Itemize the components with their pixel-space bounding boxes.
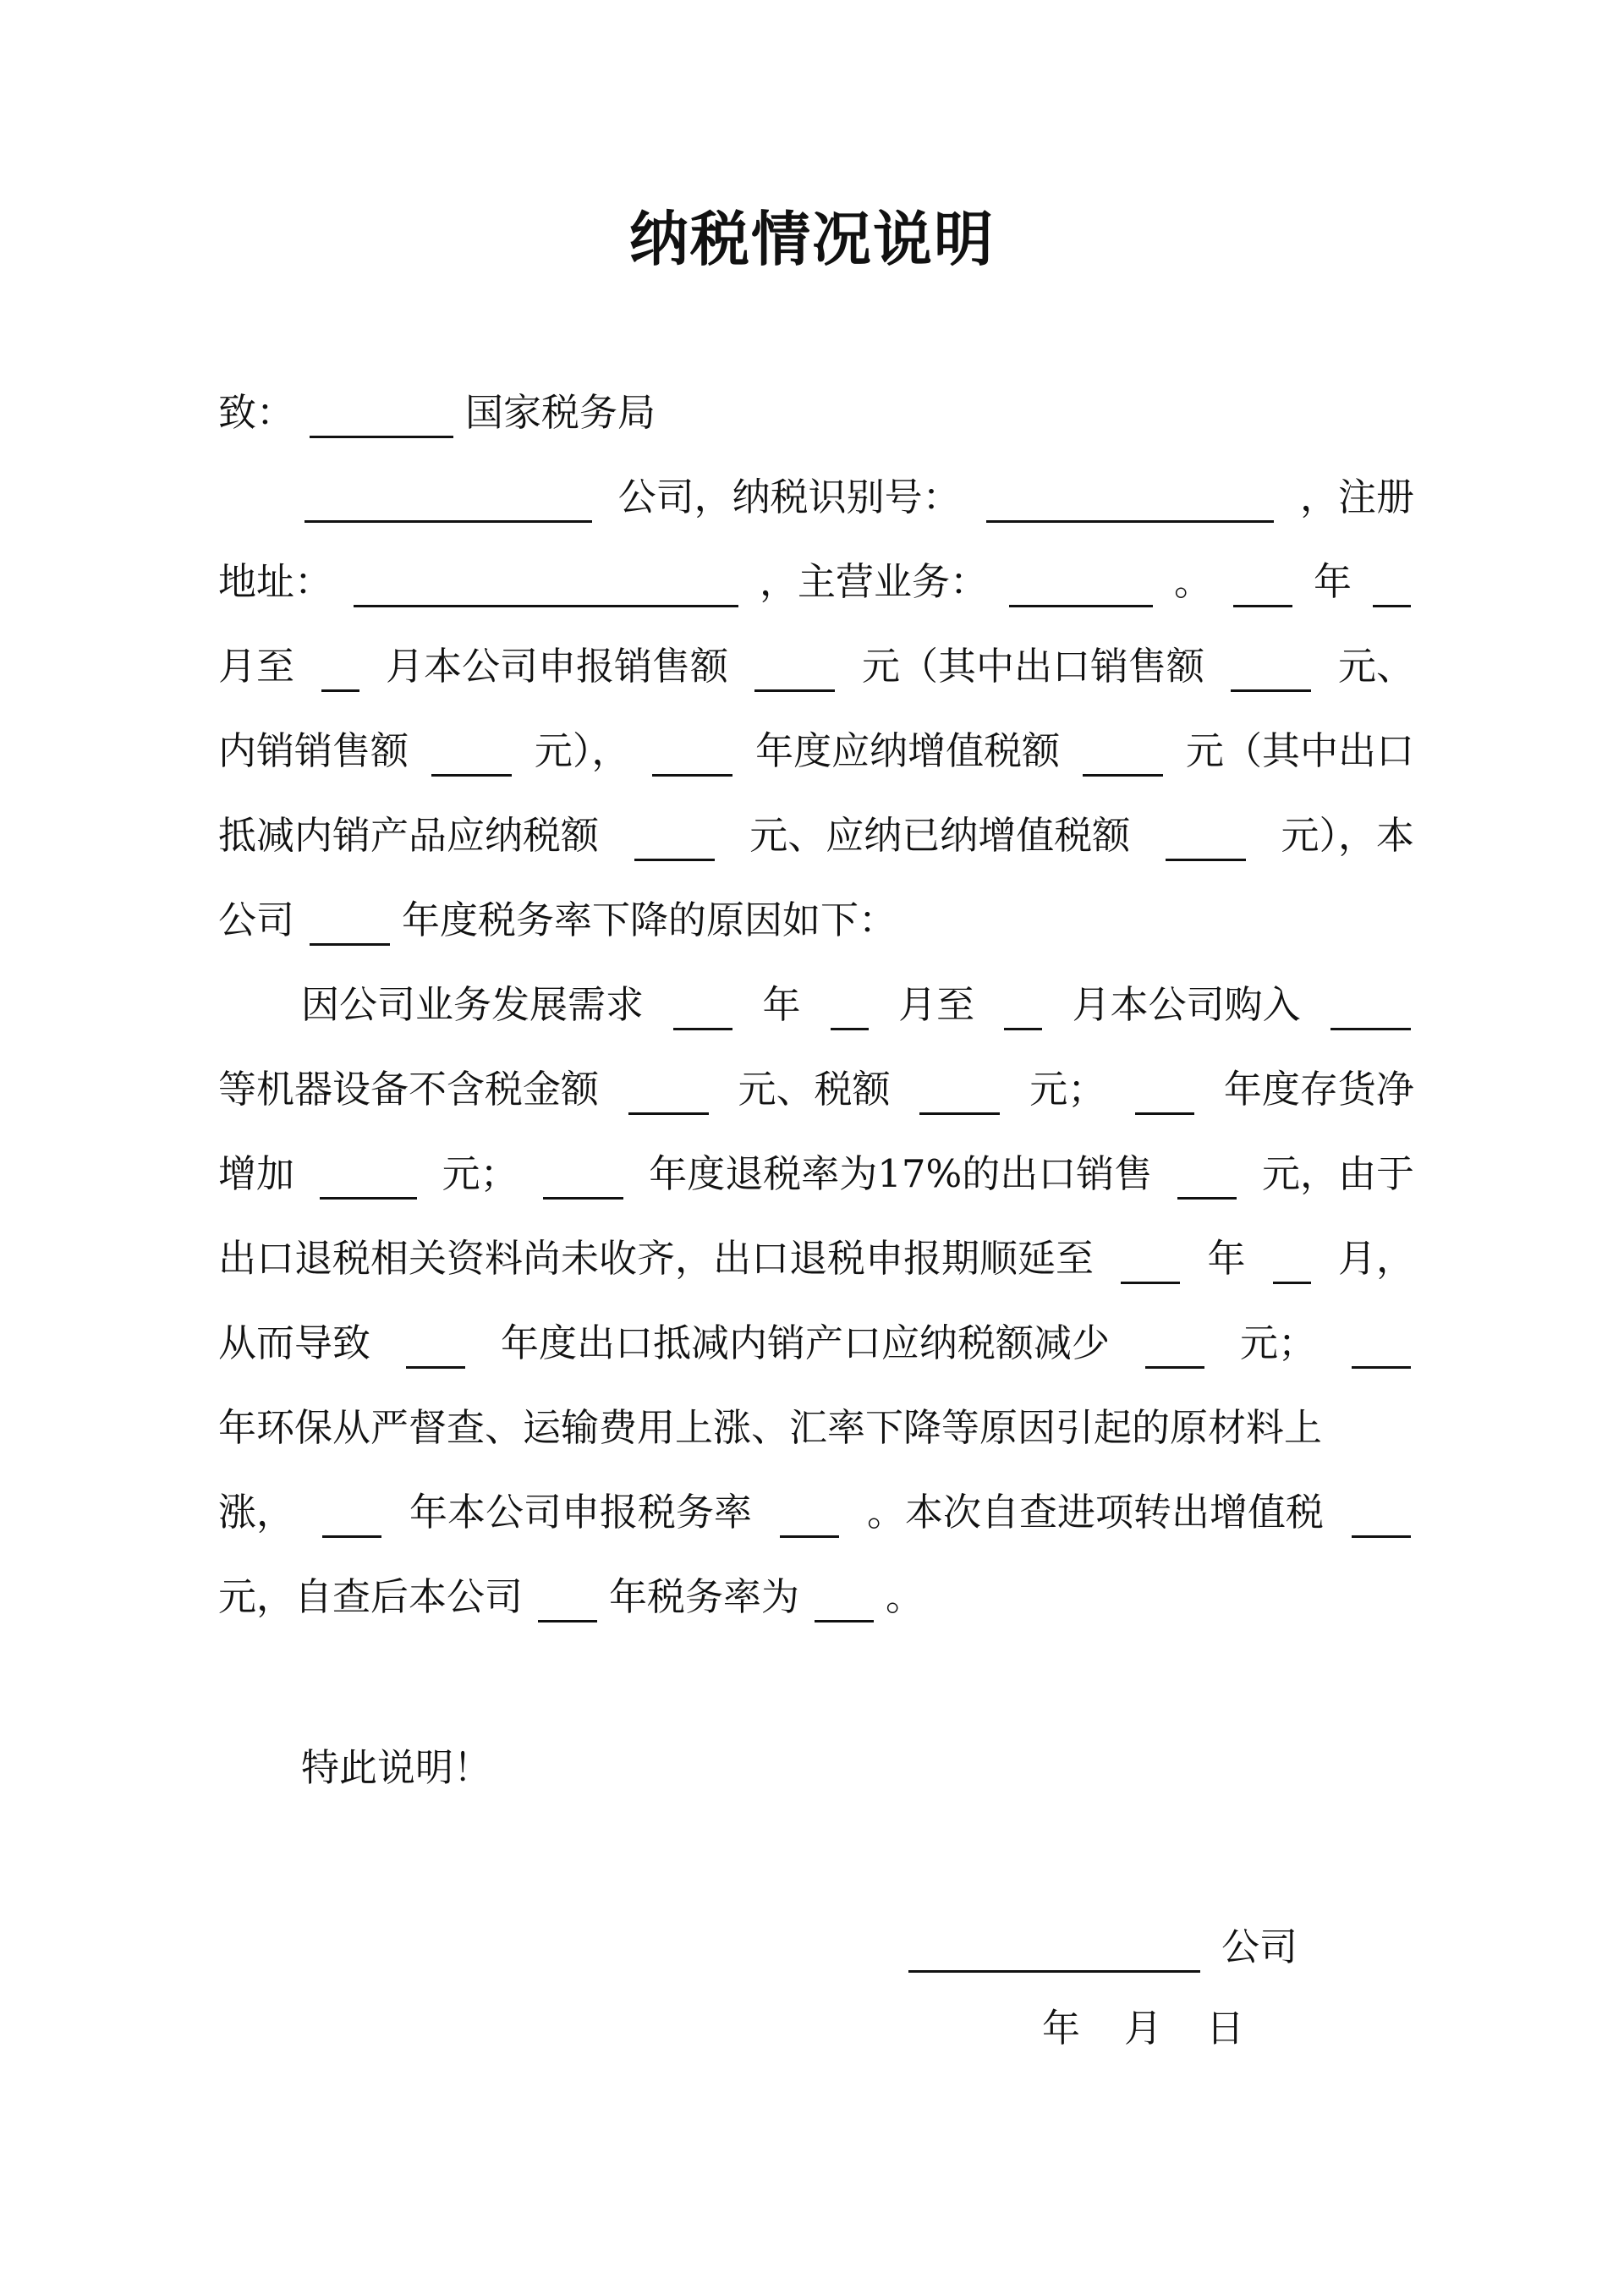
fill-in-blank[interactable] [986, 483, 1274, 523]
body-text: 元）， [534, 728, 630, 773]
body-line [218, 641, 1414, 692]
body-text: 年 [762, 982, 801, 1027]
body-text: 年度出口抵减内销产口应纳税额减少 [500, 1320, 1110, 1365]
fill-in-blank[interactable] [1233, 568, 1292, 607]
body-line [218, 1487, 1414, 1538]
body-line [301, 472, 1414, 523]
closing-remark: 特此说明！ [301, 1745, 492, 1790]
body-text: 等机器设备不含税金额 [218, 1067, 600, 1112]
body-line [218, 1064, 1414, 1115]
fill-in-blank[interactable] [1121, 1244, 1180, 1284]
body-line [218, 1318, 1414, 1369]
body-text: 年度税务率下降的原因如下： [402, 898, 897, 942]
date-month-label: 月 [1124, 2006, 1163, 2051]
document-title: 纳税情况说明 [629, 204, 995, 274]
body-line [218, 1572, 1414, 1622]
fill-in-blank[interactable] [1330, 991, 1411, 1030]
body-text: 元），本 [1281, 813, 1414, 858]
body-text: 年 [1313, 559, 1352, 604]
fill-in-blank[interactable] [1004, 991, 1042, 1030]
body-text: 年度退税率为17%的出口销售 [649, 1151, 1153, 1196]
body-text: 国家税务局 [465, 390, 656, 435]
fill-in-blank[interactable] [304, 483, 592, 523]
body-text: 抵减内销产品应纳税额 [218, 813, 600, 858]
fill-in-blank[interactable] [815, 1583, 874, 1622]
body-text: 元，自查后本公司 [218, 1574, 524, 1619]
fill-in-blank[interactable] [1166, 821, 1246, 861]
body-text: 月至 [218, 644, 295, 689]
body-text: 元、 [1337, 644, 1414, 689]
body-text: 年 [1207, 1236, 1246, 1281]
fill-in-blank[interactable] [1373, 568, 1411, 607]
body-text: 。 [886, 1574, 924, 1619]
fill-in-blank[interactable] [1231, 652, 1311, 692]
fill-in-blank[interactable] [1145, 1329, 1204, 1369]
body-text: 年度应纳增值税额 [755, 728, 1061, 773]
fill-in-blank[interactable] [831, 991, 869, 1030]
fill-in-blank[interactable] [354, 568, 738, 607]
fill-in-blank[interactable] [431, 737, 512, 777]
body-text: 年度存货净 [1223, 1067, 1414, 1112]
fill-in-blank[interactable] [1135, 1075, 1194, 1115]
fill-in-blank[interactable] [538, 1583, 597, 1622]
fill-in-blank[interactable] [634, 821, 715, 861]
fill-in-blank[interactable] [310, 906, 390, 946]
body-text: 从而导致 [218, 1320, 371, 1365]
body-text: 年环保从严督查、运输费用上涨、汇率下降等原因引起的原材料上 [218, 1405, 1323, 1450]
body-text: 年税务率为 [609, 1574, 800, 1619]
body-line [218, 1149, 1414, 1200]
body-text: 出口退税相关资料尚未收齐，出口退税申报期顺延至 [218, 1236, 1095, 1281]
body-text: 元、税额 [738, 1067, 891, 1112]
body-text: 元； [1239, 1320, 1316, 1365]
body-text: 月本公司购入 [1072, 982, 1301, 1027]
fill-in-blank[interactable] [1352, 1498, 1411, 1538]
body-line [218, 1233, 1414, 1284]
body-line [218, 1403, 1414, 1453]
body-text: 增加 [218, 1151, 295, 1196]
body-text: 公司，纳税识别号： [617, 475, 961, 519]
company-name-blank[interactable] [908, 1933, 1200, 1973]
fill-in-blank[interactable] [1273, 1244, 1311, 1284]
signature-block [905, 1922, 1298, 1973]
body-text: 。 [1173, 559, 1212, 604]
fill-in-blank[interactable] [322, 1498, 381, 1538]
body-text: 月， [1337, 1236, 1414, 1281]
fill-in-blank[interactable] [754, 652, 835, 692]
body-line [218, 726, 1414, 777]
fill-in-blank[interactable] [919, 1075, 1000, 1115]
body-line [218, 387, 1414, 438]
fill-in-blank[interactable] [652, 737, 732, 777]
fill-in-blank[interactable] [406, 1329, 465, 1369]
fill-in-blank[interactable] [320, 1160, 417, 1200]
body-text: 元、应纳已纳增值税额 [749, 813, 1131, 858]
body-line [218, 557, 1414, 607]
fill-in-blank[interactable] [321, 652, 359, 692]
date-year-label: 年 [1042, 2006, 1081, 2051]
fill-in-blank[interactable] [673, 991, 732, 1030]
fill-in-blank[interactable] [543, 1160, 623, 1200]
body-text: 元（其中出口 [1185, 728, 1414, 773]
body-text: ，主营业务： [759, 559, 988, 604]
body-line [218, 810, 1414, 861]
fill-in-blank[interactable] [628, 1075, 709, 1115]
body-text: 元； [442, 1151, 518, 1196]
fill-in-blank[interactable] [780, 1498, 839, 1538]
body-text: 公司 [218, 898, 295, 942]
body-text: ，注册 [1299, 475, 1414, 519]
body-text: 年本公司申报税务率 [409, 1490, 752, 1535]
fill-in-blank[interactable] [310, 398, 453, 438]
body-text: 。本次自查进项转出增值税 [866, 1490, 1324, 1535]
body-text: 内销销售额 [218, 728, 409, 773]
body-text: 地址： [218, 559, 333, 604]
body-text: 元，由于 [1261, 1151, 1414, 1196]
body-line [301, 980, 1414, 1030]
body-text: 月本公司申报销售额 [385, 644, 728, 689]
fill-in-blank[interactable] [1009, 568, 1153, 607]
body-text: 元； [1029, 1067, 1106, 1112]
body-text: 因公司业务发展需求 [301, 982, 645, 1027]
fill-in-blank[interactable] [1177, 1160, 1237, 1200]
fill-in-blank[interactable] [1083, 737, 1163, 777]
body-text: 涨， [218, 1490, 295, 1535]
date-day-label: 日 [1206, 2006, 1245, 2051]
body-text: 元（其中出口销售额 [861, 644, 1204, 689]
body-text: 致： [218, 390, 295, 435]
date-block [1042, 2003, 1244, 2054]
body-line [218, 895, 1414, 946]
fill-in-blank[interactable] [1352, 1329, 1411, 1369]
body-text: 月至 [898, 982, 975, 1027]
signature-company-label: 公司 [1221, 1924, 1298, 1969]
